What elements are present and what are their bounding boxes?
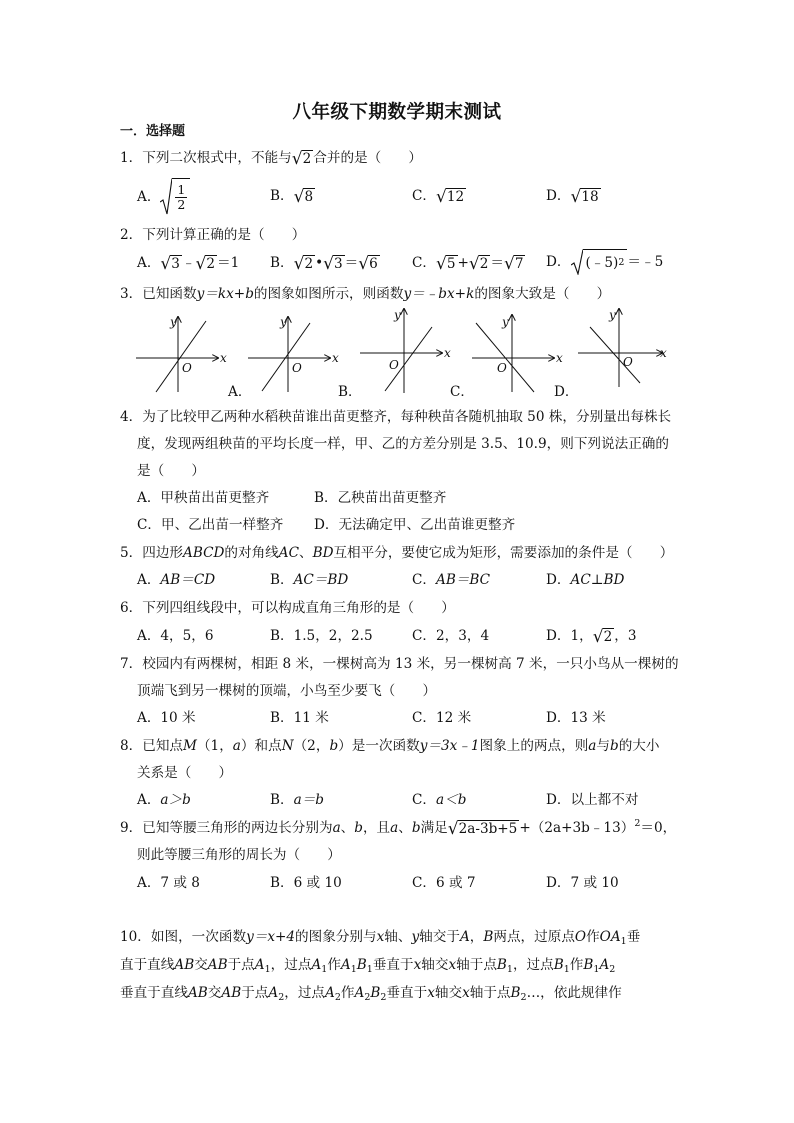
q2-option-c: C． √ 5 + √ 2 ＝ √ 7: [412, 253, 524, 274]
q2-option-a: A． √ 3 ﹣ √ 2 ＝1: [137, 253, 240, 274]
question-1: [120, 149, 422, 168]
q6-option-a: A．4，5，6: [137, 628, 214, 644]
question-10-line-1: 10．如图，一次函数y＝x+4的图象分别与x轴、y轴交于A，B两点，过原点O作$OA_1$垂: [120, 929, 641, 947]
q6-option-d: D．1， √ 2 ，3: [546, 626, 637, 647]
q7-option-a: A．10 米: [137, 710, 196, 726]
axis-y-label: y: [502, 315, 509, 329]
question-3: 3．已知函数y＝kx+b的图象如图所示，则函数y＝﹣bx+k的图象大致是（ ）: [120, 286, 611, 302]
q5-option-d: D．AC⊥BD: [546, 572, 625, 588]
q8-option-b: B．a＝b: [270, 792, 324, 808]
graph-label-c: C．: [450, 384, 474, 400]
axis-y-label: y: [280, 315, 287, 329]
graph-option-a: [248, 317, 330, 392]
question-7-line-2: 顶端飞到另一棵树的顶端，小鸟至少要飞（ ）: [137, 683, 437, 699]
question-9-line-1: 9．已知等腰三角形的两边长分别为a、b，且a、b满足 √ 2a-3b+5 +（2a+3b﹣13）$^2$＝0，: [120, 818, 677, 839]
question-10-line-2: 直于直线AB交AB于点$A_1$，过点$A_1$作$A_1B_1$垂直于x轴交x轴于点$B_1$，过点$B_1$作$B_1A_2$: [120, 957, 616, 975]
question-8-line-2: 关系是（ ）: [137, 765, 233, 781]
q9-option-b: B．6 或 10: [270, 875, 342, 891]
question-4-line-2: 度，发现两组秧苗的平均长度一样，甲、乙的方差分别是 3.5、10.9，则下列说法正确的: [137, 436, 669, 452]
question-4-line-3: 是（ ）: [137, 463, 205, 479]
axis-x-label: x: [332, 351, 339, 365]
axis-y-label: y: [609, 308, 616, 322]
sqrt-fraction: $\frac{1}{2}$: [160, 178, 190, 216]
question-9-line-2: 则此等腰三角形的周长为（ ）: [137, 847, 341, 863]
origin-label: O: [292, 361, 302, 375]
origin-label: O: [389, 358, 399, 372]
section-heading: 一．选择题: [120, 124, 186, 139]
graph-label-d: D．: [554, 384, 579, 400]
given-graph: [136, 317, 218, 392]
sqrt-radical: √ 2: [291, 148, 312, 169]
graph-label-b: B．: [338, 384, 362, 400]
q8-option-c: C．a＜b: [412, 792, 467, 808]
question-8-line-1: 8．已知点M（1，a）和点N（2，b）是一次函数y＝3x﹣1图象上的两点，则a与b的大小: [120, 738, 660, 754]
q3-graphs: [130, 305, 670, 395]
axis-x-label: x: [556, 351, 563, 365]
q4-option-c: C．甲、乙出苗一样整齐: [137, 517, 284, 533]
q5-option-c: C．AB＝BC: [412, 572, 491, 588]
origin-label: O: [182, 361, 192, 375]
question-10-line-3: 垂直于直线AB交AB于点$A_2$，过点$A_2$作$A_2B_2$垂直于x轴交x轴于点$B_2\dots$，依此规律作: [120, 985, 622, 1003]
q5-option-a: A．AB＝CD: [137, 572, 216, 588]
question-6: 6．下列四组线段中，可以构成直角三角形的是（ ）: [120, 600, 455, 616]
graph-option-d: [578, 309, 662, 387]
question-5: 5．四边形ABCD的对角线AC、BD互相平分，要使它成为矩形，需要添加的条件是（ ）: [120, 545, 674, 561]
question-4-line-1: 4．为了比较甲乙两种水稻秧苗谁出苗更整齐，每种秧苗各随机抽取 50 株，分别量出每株长: [120, 409, 672, 425]
q2-option-b: B． √ 2 • √ 3 ＝ √ 6: [270, 253, 378, 274]
graph-label-a: A．: [228, 384, 252, 400]
q1-option-d: D． √ 18: [546, 186, 599, 207]
q9-option-a: A．7 或 8: [137, 875, 200, 891]
q9-option-d: D．7 或 10: [546, 875, 619, 891]
q4-option-b: B．乙秧苗出苗更整齐: [314, 490, 447, 506]
q1-option-a: A． $\frac{1}{2}$: [137, 178, 190, 216]
q1-text-end: 合并的是（ ）: [313, 150, 423, 166]
axis-x-label: x: [220, 351, 227, 365]
q8-option-a: A．a＞b: [137, 792, 191, 808]
graph-option-b: [360, 309, 442, 393]
q1-option-c: C． √ 12: [412, 186, 465, 207]
q1-text: 1．下列二次根式中，不能与: [120, 150, 292, 166]
question-7-line-1: 7．校园内有两棵树，相距 8 米，一棵树高为 13 米，另一棵树高 7 米，一只小鸟从一棵树的: [120, 656, 679, 672]
q9-option-c: C．6 或 7: [412, 875, 476, 891]
q2-option-d: D． (﹣5) 2 ＝﹣5: [546, 249, 663, 275]
origin-label: O: [497, 361, 507, 375]
q1-option-b: B． √ 8: [270, 186, 314, 207]
axis-x-label: x: [660, 346, 667, 360]
q4-option-a: A．甲秧苗出苗更整齐: [137, 490, 270, 506]
q6-option-c: C．2，3，4: [412, 628, 490, 644]
q7-option-d: D．13 米: [546, 710, 606, 726]
axis-x-label: x: [444, 346, 451, 360]
graph-option-c: [472, 315, 554, 392]
q5-option-b: B．AC＝BD: [270, 572, 349, 588]
axis-y-label: y: [170, 315, 177, 329]
page-title: 八年级下期数学期末测试: [292, 102, 502, 123]
q4-option-d: D．无法确定甲、乙出苗谁更整齐: [314, 517, 516, 533]
question-2: 2．下列计算正确的是（ ）: [120, 227, 306, 243]
q8-option-d: D．以上都不对: [546, 792, 639, 808]
axis-y-label: y: [394, 308, 401, 322]
q6-option-b: B．1.5，2，2.5: [270, 628, 373, 644]
origin-label: O: [623, 355, 633, 369]
q7-option-b: B．11 米: [270, 710, 329, 726]
q7-option-c: C．12 米: [412, 710, 472, 726]
